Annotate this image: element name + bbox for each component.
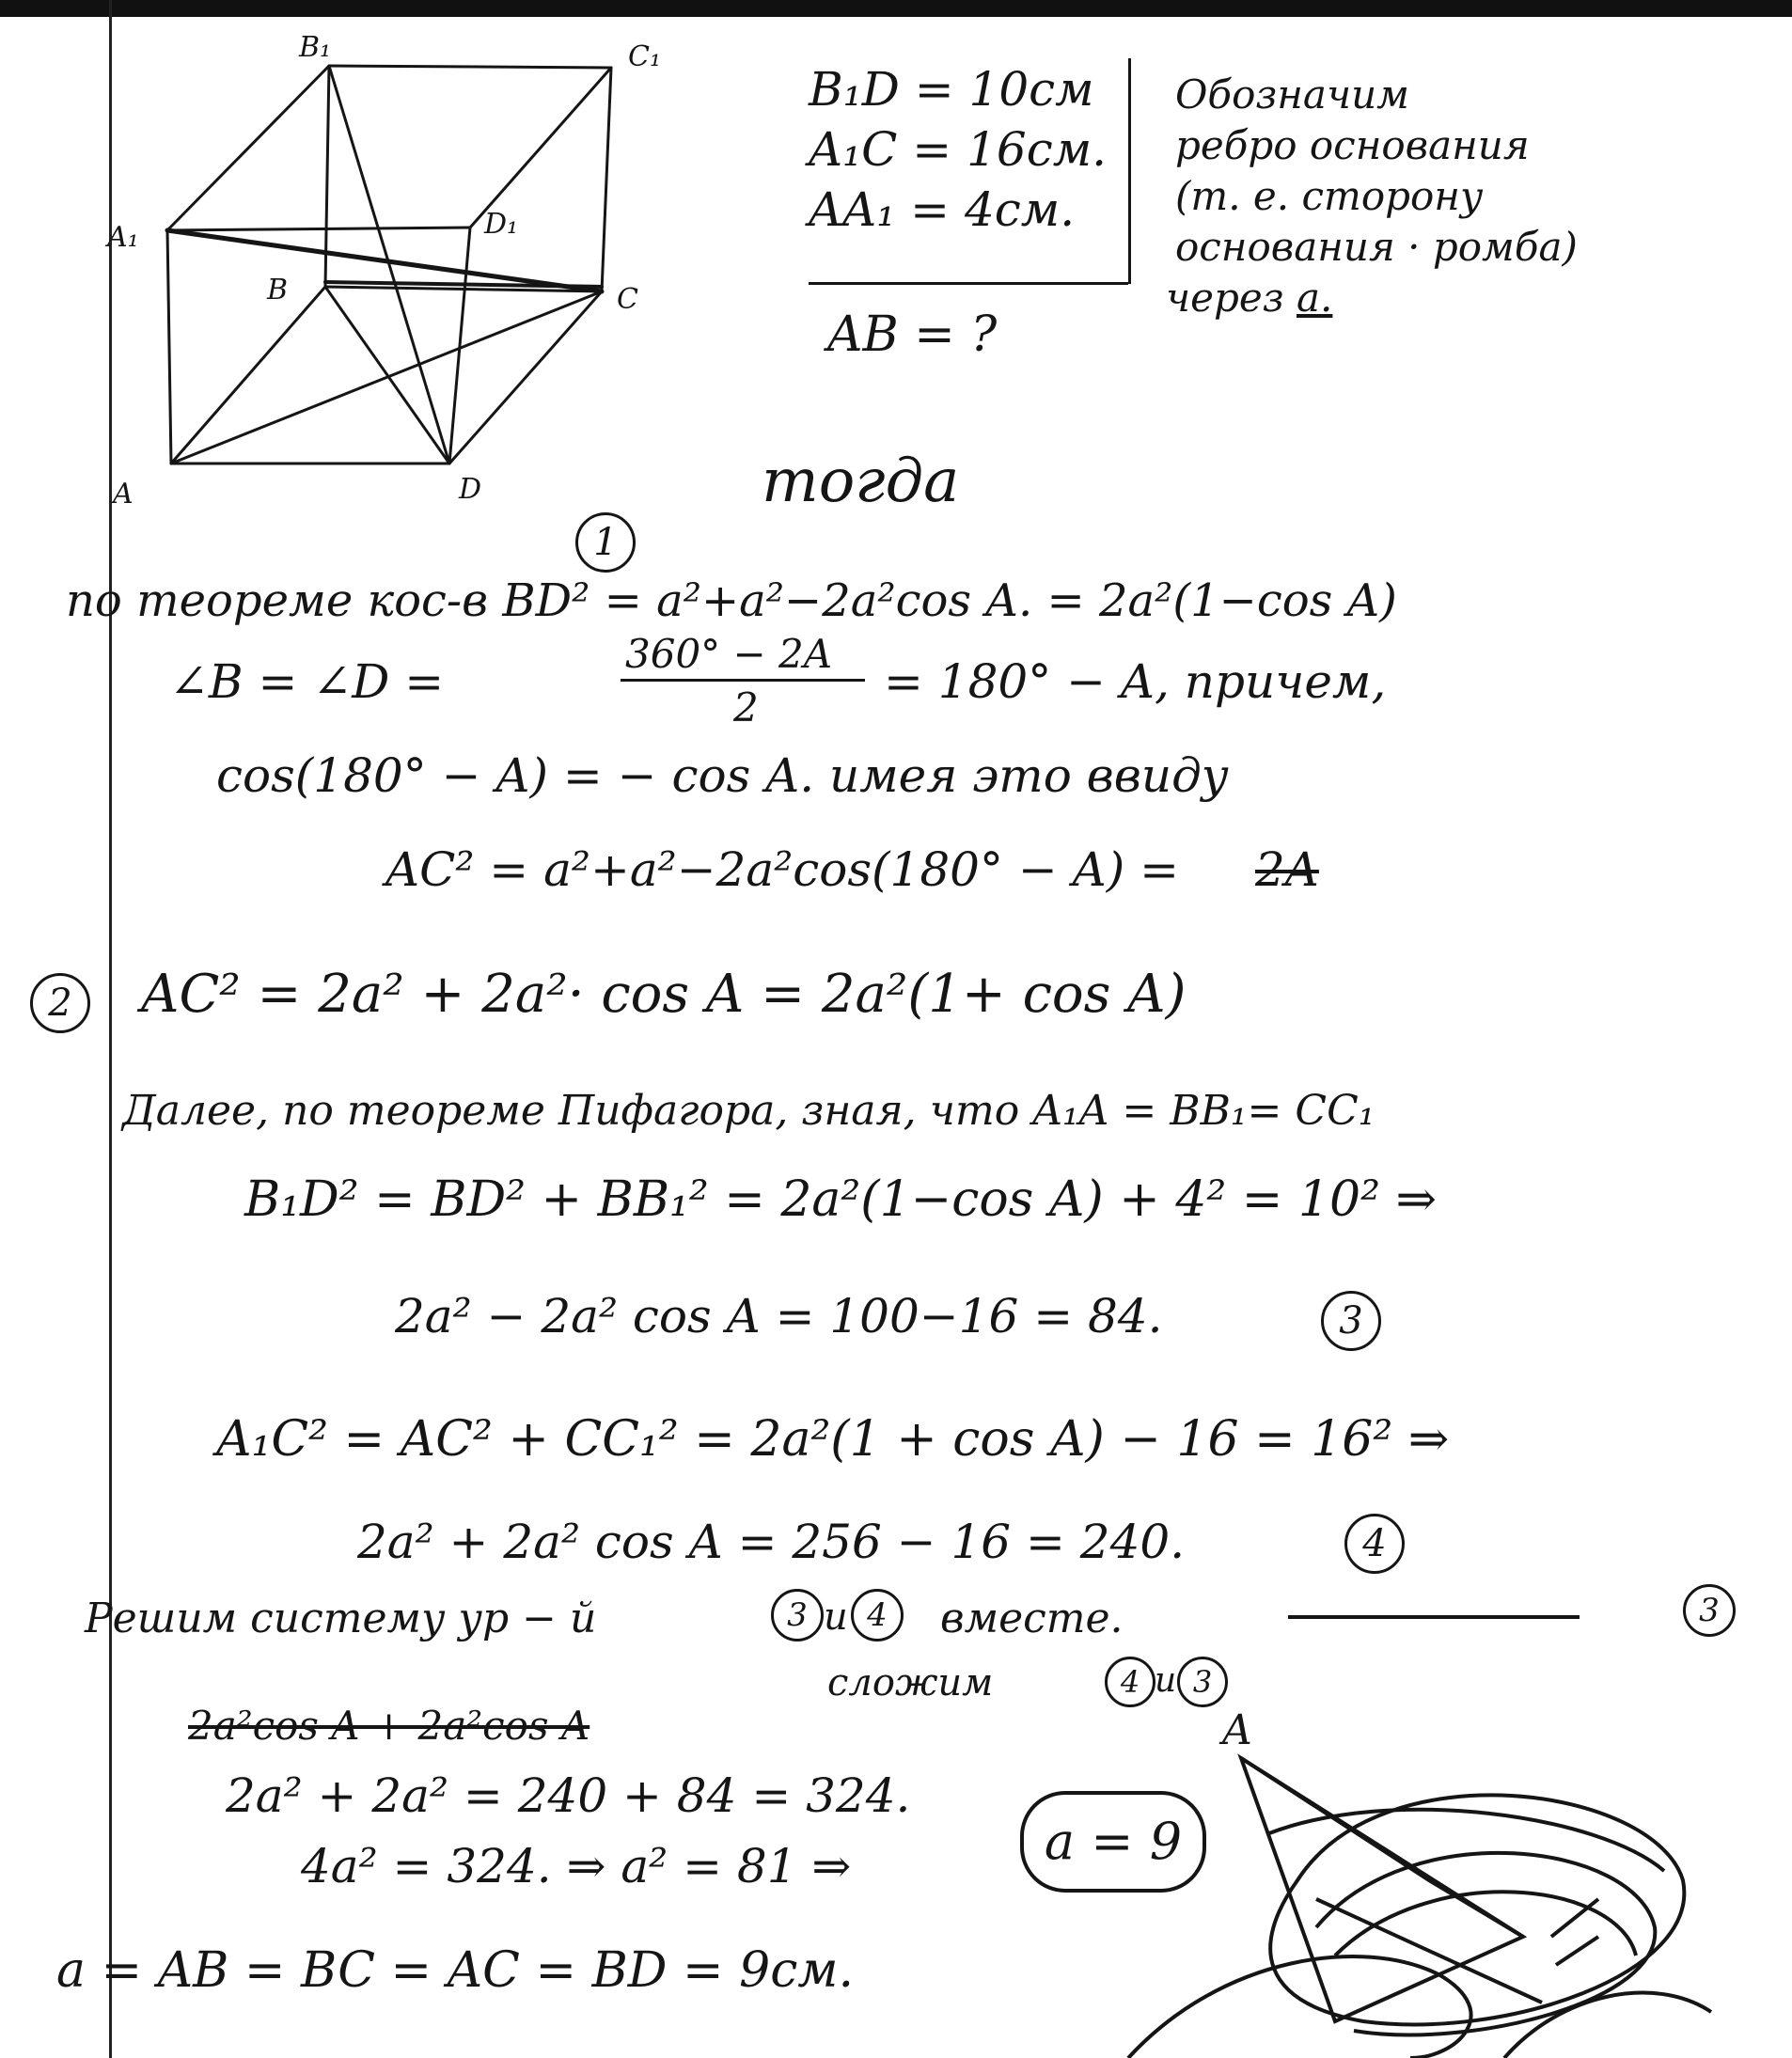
solution-line-11-rest: вместе. [940, 1595, 1124, 1642]
solution-line-11-and: и [824, 1595, 848, 1639]
edge-c-d [449, 291, 602, 463]
solution-line-16: a = AB = BC = AC = BD = 9см. [56, 1942, 854, 1999]
marker-4-sum: 4 [1105, 1657, 1155, 1707]
edge-b1-c1 [329, 66, 611, 68]
given-a1c: A₁C = 16см. [809, 122, 1108, 177]
marker-3: 3 [1321, 1291, 1381, 1351]
note-line-4: основания · ромба) [1175, 224, 1578, 270]
solution-line-2-angle: ∠B = ∠D = [169, 654, 445, 709]
solution-line-2-rest: = 180° − A, причем, [884, 654, 1387, 709]
edge-a1-b1 [167, 66, 329, 230]
marker-3-sum: 3 [1177, 1657, 1228, 1707]
note-line-3: (т. е. сторону [1175, 173, 1484, 219]
vertex-label-c: C [617, 283, 638, 316]
solution-line-14: 2a² + 2a² = 240 + 84 = 324. [226, 1768, 911, 1823]
note-line-5 [1166, 275, 1702, 321]
note-line-1: Обозначим [1175, 71, 1409, 118]
edge-c1-d1 [470, 68, 611, 228]
note-block [1166, 71, 1702, 329]
solution-line-1: по теореме кос-в BD² = a²+a²−2a²cos A. = 2a²(1−cos A) [66, 574, 1397, 627]
scribbled-sketch [1128, 1758, 1711, 2058]
solution-line-12-and: и [1155, 1661, 1177, 1700]
solution-line-3: cos(180° − A) = − cos A. имея это ввиду [216, 748, 1229, 803]
solution-line-13-struck: 2a²cos A + 2a²cos A [188, 1703, 590, 1749]
togda-heading: тогда [762, 447, 960, 516]
answer-box: a = 9 [1020, 1791, 1206, 1893]
find-ab: AB = ? [827, 306, 998, 363]
note-line-2: ребро основания [1175, 122, 1530, 168]
solution-line-12: сложим [827, 1661, 994, 1705]
marker-4-inline: 4 [851, 1589, 904, 1642]
diagonal-a-c [171, 291, 602, 463]
solution-line-7: B₁D² = BD² + BB₁² = 2a²(1−cos A) + 4² = 10² ⇒ [244, 1171, 1438, 1228]
diagonal-b1-d [329, 66, 449, 463]
marker-4: 4 [1344, 1514, 1405, 1574]
given-b1d: B₁D = 10см [809, 62, 1094, 117]
given-aa1: AA₁ = 4см. [809, 182, 1076, 237]
given-vertical-rule [1128, 58, 1131, 284]
marker-3-margin: 3 [1683, 1584, 1736, 1637]
solution-line-11: Решим систему ур − й [85, 1595, 597, 1642]
solution-line-4: AC² = a²+a²−2a²cos(180° − A) = [385, 842, 1180, 897]
vertex-label-b: B [267, 274, 289, 306]
marker-1: 1 [575, 512, 636, 573]
marker-3-inline: 3 [771, 1589, 824, 1642]
given-block [809, 62, 1138, 246]
struck-scribble [1288, 1615, 1580, 1619]
solution-line-6: Далее, по теореме Пифагора, зная, что A₁A = BB₁= CC₁ [122, 1087, 1375, 1135]
note-prefix: через [1166, 275, 1284, 321]
vertex-label-d1: D₁ [484, 208, 519, 241]
solution-line-4-struck: 2A [1255, 842, 1319, 897]
solution-line-10: 2a² + 2a² cos A = 256 − 16 = 240. [357, 1515, 1186, 1569]
given-underline [809, 282, 1128, 285]
vertex-label-a: A [113, 478, 134, 511]
vertex-label-c1: C₁ [628, 40, 661, 73]
fraction-bar [621, 679, 865, 682]
solution-line-8: 2a² − 2a² cos A = 100−16 = 84. [395, 1289, 1163, 1343]
solution-line-5: AC² = 2a² + 2a²· cos A = 2a²(1+ cos A) [141, 964, 1187, 1025]
scribble-label-a: A [1222, 1706, 1252, 1754]
note-letter: a. [1297, 275, 1333, 321]
marker-2: 2 [30, 973, 90, 1033]
vertex-label-a1: A₁ [107, 221, 139, 254]
edge-c-c1 [602, 68, 611, 291]
edge-a-b [171, 287, 325, 463]
solution-line-2-denominator: 2 [733, 684, 759, 731]
vertex-label-d: D [459, 473, 482, 506]
edge-a-a1 [167, 230, 171, 463]
edge-d1-a1 [167, 228, 470, 230]
solution-line-9: A₁C² = AC² + CC₁² = 2a²(1 + cos A) − 16 = 16² ⇒ [216, 1411, 1450, 1468]
solution-line-2-numerator: 360° − 2A [625, 631, 833, 677]
diagonal-b-d [325, 287, 449, 463]
solution-line-15: 4a² = 324. ⇒ a² = 81 ⇒ [301, 1839, 852, 1893]
vertex-label-b1: B₁ [299, 31, 332, 64]
